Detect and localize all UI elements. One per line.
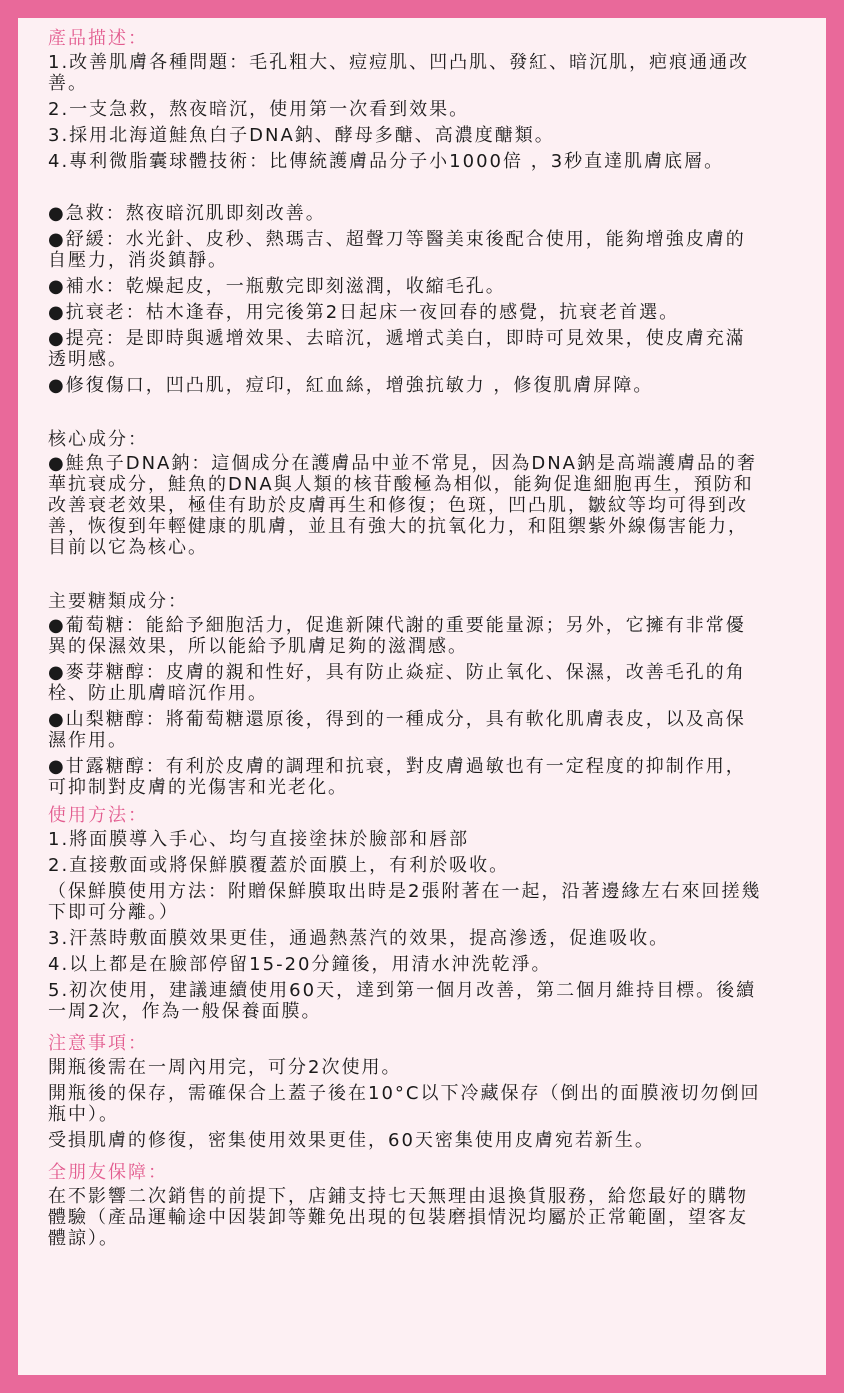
benefits-list [48,203,812,396]
benefit-item: ●補水：乾燥起皮，一瓶敷完即刻滋潤，收縮毛孔。 [48,276,506,297]
benefit-item: ●急救：熬夜暗沉肌即刻改善。 [48,203,326,224]
benefit-item: ●舒緩：水光針、皮秒、熱瑪吉、超聲刀等醫美束後配合使用，能夠增強皮膚的 自壓力，消炎鎮靜。 [48,229,746,271]
product-description-list [48,52,812,172]
notes-list [48,1057,812,1151]
sugar-item: ●葡萄糖：能給予細胞活力，促進新陳代謝的重要能量源；另外，它擁有非常優 異的保濕效果，所以能給予肌膚足夠的滋潤感。 [48,615,746,657]
sugar-item: ●山梨糖醇：將葡萄糖還原後，得到的一種成分，具有軟化肌膚表皮，以及高保 濕作用。 [48,709,746,751]
notes-heading: 注意事項： [48,1033,148,1054]
usage-item: 2.直接敷面或將保鮮膜覆蓋於面膜上，有利於吸收。 [48,855,510,876]
benefit-item: ●抗衰老：枯木逢春，用完後第2日起床一夜回春的感覺，抗衰老首選。 [48,302,680,323]
ingredient-item: ●鮭魚子DNA鈉：這個成分在護膚品中並不常見，因為DNA鈉是高端護膚品的奢 華抗衰成分，鮭魚的DNA與人類的核苷酸極為相似，能夠促進細胞再生，預防和 改善衰老效果，極佳有助於皮膚再生和修復；色斑，凹凸肌，皺紋等均可得到改 善，恢復到年輕健康的肌膚，並且有強大的抗氧化力，和阻禦紫外線傷害能力， 目前以它為核心。 [48,453,757,558]
usage-list [48,829,812,1022]
sugars-heading: 主要糖類成分： [48,591,188,612]
usage-item: 3.汗蒸時敷面膜效果更佳，通過熱蒸汽的效果，提高滲透，促進吸收。 [48,928,670,949]
note-item: 開瓶後需在一周內用完，可分2次使用。 [48,1057,402,1078]
core-ingredients-list [48,453,812,558]
usage-item: 1.將面膜導入手心、均勻直接塗抹於臉部和唇部 [48,829,470,850]
guarantee-item: 在不影響二次銷售的前提下，店鋪支持七天無理由退換貨服務，給您最好的購物 體驗（產品運輸途中因裝卸等難免出現的包裝磨損情況均屬於正常範圍，望客友 體諒）。 [48,1186,748,1249]
sugars-list [48,615,812,798]
sugar-item: ●麥芽糖醇：皮膚的親和性好，具有防止焱症、防止氧化、保濕，改善毛孔的角 栓、防止肌膚暗沉作用。 [48,662,746,704]
usage-heading: 使用方法： [48,805,148,826]
note-item: 開瓶後的保存，需確保合上蓋子後在10°C以下冷藏保存（倒出的面膜液切勿倒回 瓶中）。 [48,1083,761,1125]
spacer [48,563,812,589]
spacer [48,401,812,427]
usage-item: 5.初次使用，建議連續使用60天，達到第一個月改善，第二個月維持目標。後續 一周2次，作為一般保養面膜。 [48,980,757,1022]
description-item: 3.採用北海道鮭魚白子DNA鈉、酵母多醣、高濃度醣類。 [48,125,555,146]
benefit-item: ●提亮：是即時與遞增效果、去暗沉，遞增式美白，即時可見效果，使皮膚充滿 透明感。 [48,328,746,370]
product-description-heading: 產品描述： [48,28,148,49]
spacer [48,177,812,203]
sugar-item: ●甘露糖醇：有利於皮膚的調理和抗衰，對皮膚過敏也有一定程度的抑制作用， 可抑制對皮膚的光傷害和光老化。 [48,756,746,798]
core-ingredients-heading: 核心成分： [48,429,148,450]
description-item: 1.改善肌膚各種問題：毛孔粗大、痘痘肌、凹凸肌、發紅、暗沉肌，疤痕通通改 善。 [48,52,750,94]
usage-item: 4.以上都是在臉部停留15-20分鐘後，用清水沖洗乾淨。 [48,954,552,975]
product-info-card [18,18,826,1375]
note-item: 受損肌膚的修復，密集使用效果更佳，60天密集使用皮膚宛若新生。 [48,1130,655,1151]
description-item: 4.專利微脂囊球體技術：比傳統護膚品分子小1000倍 ，3秒直達肌膚底層。 [48,151,725,172]
guarantee-heading: 全朋友保障： [48,1162,168,1183]
usage-item: （保鮮膜使用方法：附贈保鮮膜取出時是2張附著在一起，沿著邊緣左右來回搓幾 下即可分離。） [48,881,762,923]
benefit-item: ●修復傷口，凹凸肌，痘印，紅血絲，增強抗敏力 ，修復肌膚屏障。 [48,375,654,396]
description-item: 2.一支急救，熬夜暗沉，使用第一次看到效果。 [48,99,470,120]
guarantee-list [48,1186,812,1249]
